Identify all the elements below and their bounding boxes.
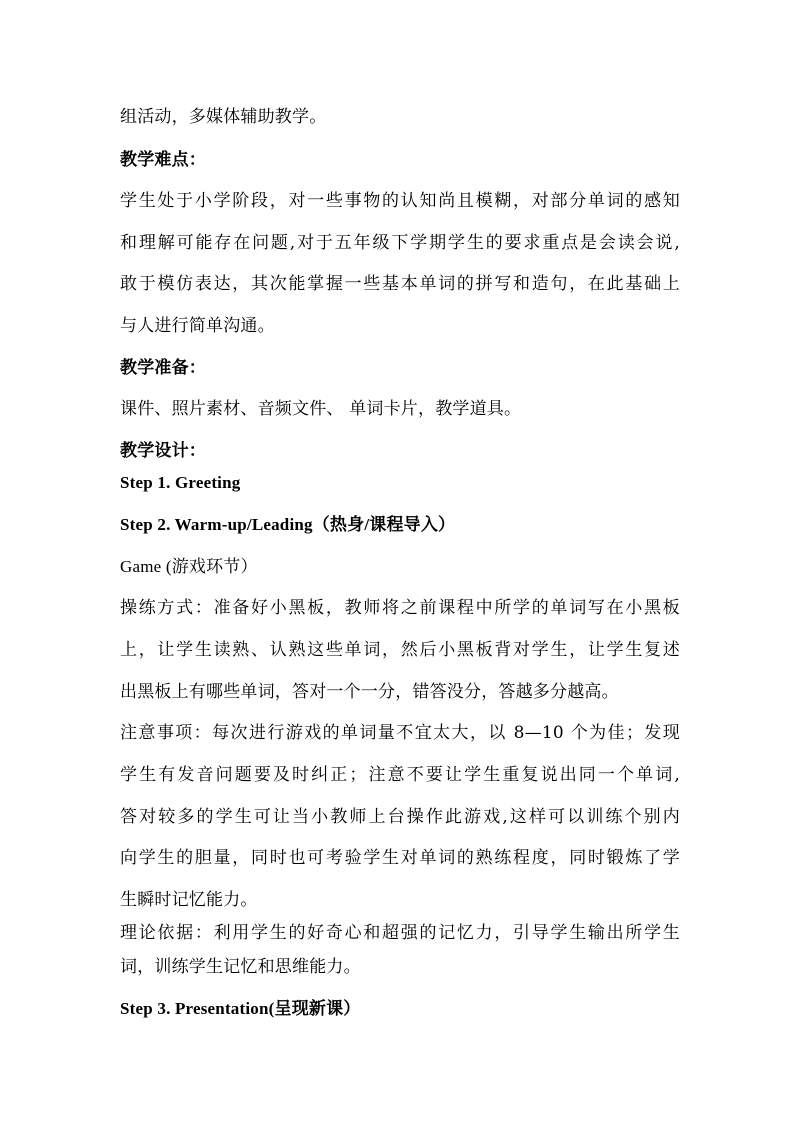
paragraph-line: 和理解可能存在问题,对于五年级下学期学生的要求重点是会读会说, (120, 233, 680, 253)
paragraph-line: 答对较多的学生可让当小教师上台操作此游戏,这样可以训练个别内 (120, 807, 680, 827)
paragraph-line: 操练方式：准备好小黑板，教师将之前课程中所学的单词写在小黑板 (120, 598, 680, 618)
paragraph-line: 上，让学生读熟、认熟这些单词，然后小黑板背对学生，让学生复述 (120, 640, 680, 660)
paragraph-line: 出黑板上有哪些单词，答对一个一分，错答没分，答越多分越高。 (120, 682, 619, 702)
paragraph-line: 理论依据：利用学生的好奇心和超强的记忆力，引导学生输出所学生 (120, 923, 680, 943)
game-subheading: Game (游戏环节） (120, 557, 258, 576)
step-1-heading: Step 1. Greeting (120, 473, 241, 492)
paragraph-line: 生瞬时记忆能力。 (120, 890, 258, 910)
heading-teaching-preparation: 教学准备： (120, 358, 206, 378)
step-3-heading: Step 3. Presentation(呈现新课） (120, 999, 361, 1018)
step-2-heading: Step 2. Warm-up/Leading（热身/课程导入） (120, 515, 456, 534)
paragraph-line: 敢于模仿表达，其次能掌握一些基本单词的拼写和造句，在此基础上 (120, 274, 680, 294)
paragraph-line: 词，训练学生记忆和思维能力。 (120, 957, 361, 977)
paragraph-line: 向学生的胆量，同时也可考验学生对单词的熟练程度，同时锻炼了学 (120, 848, 680, 868)
heading-teaching-difficulties: 教学难点： (120, 150, 206, 170)
paragraph-line: 学生处于小学阶段，对一些事物的认知尚且模糊，对部分单词的感知 (120, 191, 680, 211)
paragraph-line: 课件、照片素材、音频文件、 单词卡片，教学道具。 (120, 399, 522, 419)
heading-teaching-design: 教学设计： (120, 441, 206, 461)
paragraph-line: 注意事项：每次进行游戏的单词量不宜太大，以 8—10 个为佳；发现 (120, 723, 680, 743)
text-line-continuation: 组活动，多媒体辅助教学。 (120, 107, 327, 127)
paragraph-line: 与人进行简单沟通。 (120, 316, 275, 336)
paragraph-line: 学生有发音问题要及时纠正；注意不要让学生重复说出同一个单词, (120, 765, 680, 785)
